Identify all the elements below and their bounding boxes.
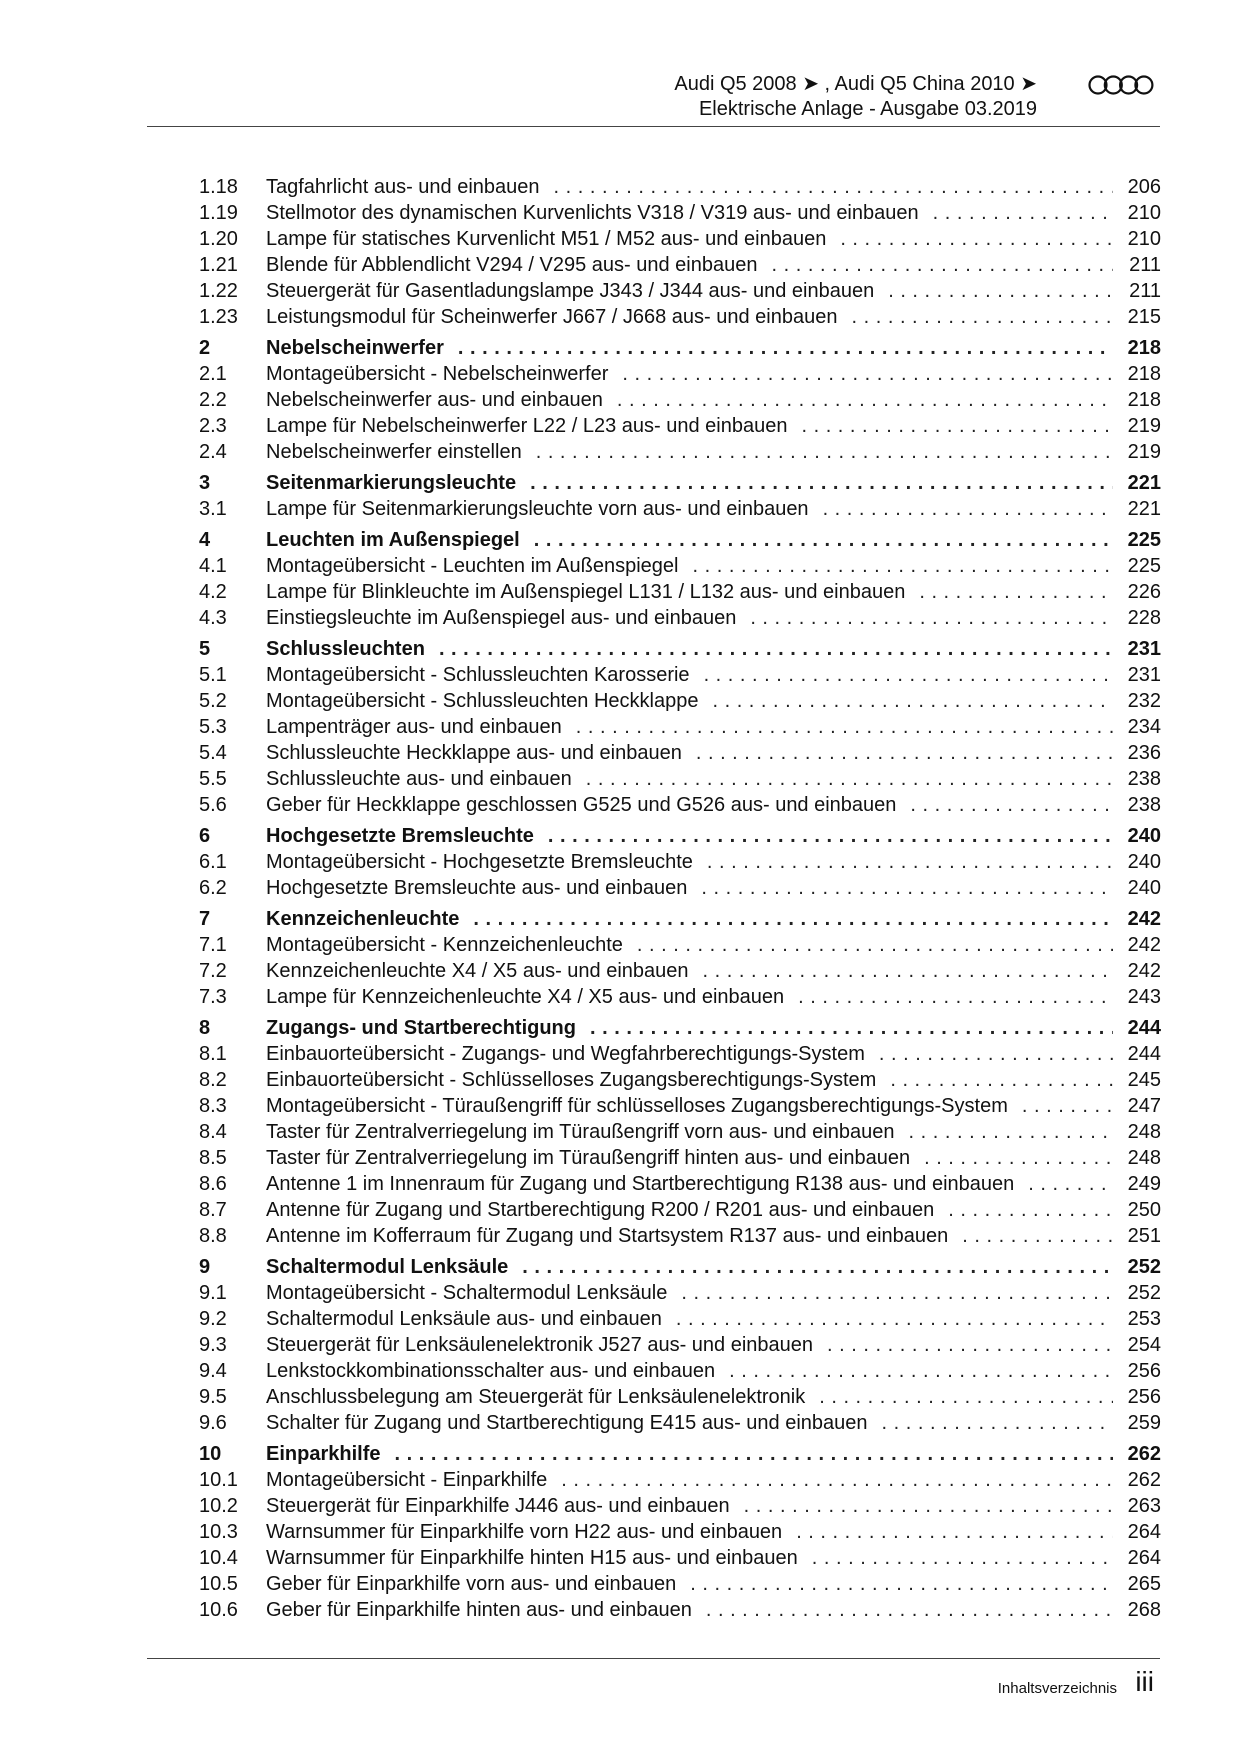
toc-entry-number: 5.2	[199, 690, 227, 712]
toc-entry-title: Lenkstockkombinationsschalter aus- und einbauen	[266, 1360, 716, 1382]
toc-entry-number: 1.22	[199, 280, 238, 302]
toc-entry-number: 6.2	[199, 877, 227, 899]
toc-entry-page: 218	[1127, 363, 1161, 385]
toc-dot-leader	[676, 1306, 1113, 1332]
toc-chapter-row[interactable]	[199, 1441, 1161, 1467]
toc-entry-title: Einbauorteübersicht - Schlüsselloses Zugangsberechtigungs-System	[266, 1069, 877, 1091]
toc-row[interactable]	[199, 875, 1161, 901]
toc-entry-number: 8.7	[199, 1199, 227, 1221]
footer-page-number: iii	[1135, 1666, 1154, 1697]
toc-row[interactable]	[199, 1093, 1161, 1119]
toc-dot-leader	[522, 1254, 1113, 1280]
toc-entry-title: Seitenmarkierungsleuchte	[266, 472, 517, 494]
toc-entry-page: 253	[1127, 1308, 1161, 1330]
toc-entry-title: Taster für Zentralverriegelung im Türaußengriff vorn aus- und einbauen	[266, 1121, 895, 1143]
toc-entry-title: Montageübersicht - Schaltermodul Lenksäule	[266, 1282, 668, 1304]
toc-row[interactable]	[199, 304, 1161, 330]
toc-row[interactable]	[199, 1358, 1161, 1384]
toc-entry-page: 244	[1127, 1017, 1161, 1039]
toc-entry-number: 6.1	[199, 851, 227, 873]
toc-entry-page: 252	[1127, 1282, 1161, 1304]
toc-entry-page: 249	[1127, 1173, 1161, 1195]
toc-dot-leader	[1022, 1093, 1113, 1119]
toc-entry-title: Steuergerät für Einparkhilfe J446 aus- und einbauen	[266, 1495, 730, 1517]
toc-entry-page: 248	[1127, 1147, 1161, 1169]
toc-dot-leader	[586, 766, 1113, 792]
toc-entry-page: 245	[1127, 1069, 1161, 1091]
toc-entry-title: Antenne im Kofferraum für Zugang und Startsystem R137 aus- und einbauen	[266, 1225, 949, 1247]
toc-entry-number: 6	[199, 825, 211, 847]
header-model-line: Audi Q5 2008 ➤ , Audi Q5 China 2010 ➤	[674, 73, 1037, 95]
toc-row[interactable]	[199, 1332, 1161, 1358]
toc-dot-leader	[576, 714, 1113, 740]
toc-entry-title: Schaltermodul Lenksäule aus- und einbauen	[266, 1308, 662, 1330]
toc-entry-number: 8	[199, 1017, 211, 1039]
toc-dot-leader	[879, 1041, 1113, 1067]
toc-chapter-row[interactable]	[199, 527, 1161, 553]
toc-entry-title: Montageübersicht - Nebelscheinwerfer	[266, 363, 609, 385]
toc-entry-page: 248	[1127, 1121, 1161, 1143]
toc-entry-page: 264	[1127, 1547, 1161, 1569]
toc-entry-title: Montageübersicht - Leuchten im Außenspiegel	[266, 555, 679, 577]
toc-row[interactable]	[199, 766, 1161, 792]
toc-entry-number: 3	[199, 472, 211, 494]
toc-entry-title: Zugangs- und Startberechtigung	[266, 1017, 576, 1039]
toc-entry-number: 8.6	[199, 1173, 227, 1195]
toc-dot-leader	[851, 304, 1113, 330]
toc-dot-leader	[703, 958, 1113, 984]
toc-entry-title: Kennzeichenleuchte X4 / X5 aus- und einbauen	[266, 960, 689, 982]
toc-entry-title: Montageübersicht - Schlussleuchten Karosserie	[266, 664, 690, 686]
toc-entry-page: 264	[1127, 1521, 1161, 1543]
toc-entry-title: Nebelscheinwerfer aus- und einbauen	[266, 389, 603, 411]
toc-entry-page: 265	[1127, 1573, 1161, 1595]
toc-entry-page: 240	[1127, 877, 1161, 899]
footer-section-label: Inhaltsverzeichnis	[997, 1680, 1117, 1697]
toc-dot-leader	[712, 688, 1113, 714]
toc-row[interactable]	[199, 714, 1161, 740]
toc-entry-title: Montageübersicht - Schlussleuchten Heckklappe	[266, 690, 699, 712]
toc-entry-title: Montageübersicht - Kennzeichenleuchte	[266, 934, 623, 956]
toc-entry-number: 2.4	[199, 441, 227, 463]
toc-dot-leader	[536, 439, 1113, 465]
toc-entry-title: Steuergerät für Gasentladungslampe J343 / J344 aus- und einbauen	[266, 280, 875, 302]
toc-entry-title: Montageübersicht - Einparkhilfe	[266, 1469, 548, 1491]
toc-row[interactable]	[199, 1197, 1161, 1223]
toc-row[interactable]	[199, 174, 1161, 200]
toc-entry-number: 7.3	[199, 986, 227, 1008]
toc-dot-leader	[888, 278, 1113, 304]
toc-entry-title: Kennzeichenleuchte	[266, 908, 460, 930]
toc-entry-number: 7	[199, 908, 211, 930]
toc-row[interactable]	[199, 1280, 1161, 1306]
toc-dot-leader	[924, 1145, 1113, 1171]
toc-entry-number: 1.20	[199, 228, 238, 250]
toc-entry-page: 210	[1127, 228, 1161, 250]
toc-entry-title: Schlussleuchte Heckklappe aus- und einbauen	[266, 742, 682, 764]
toc-entry-number: 8.2	[199, 1069, 227, 1091]
toc-row[interactable]	[199, 252, 1161, 278]
toc-entry-page: 211	[1129, 280, 1161, 302]
toc-dot-leader	[622, 361, 1113, 387]
toc-entry-page: 250	[1127, 1199, 1161, 1221]
toc-entry-title: Lampe für Kennzeichenleuchte X4 / X5 aus- und einbauen	[266, 986, 785, 1008]
toc-entry-title: Schaltermodul Lenksäule	[266, 1256, 509, 1278]
toc-dot-leader	[796, 1519, 1113, 1545]
toc-entry-title: Lampe für statisches Kurvenlicht M51 / M52 aus- und einbauen	[266, 228, 827, 250]
toc-dot-leader	[801, 413, 1113, 439]
toc-dot-leader	[827, 1332, 1113, 1358]
toc-row[interactable]	[199, 958, 1161, 984]
toc-row[interactable]	[199, 792, 1161, 818]
toc-dot-leader	[458, 335, 1113, 361]
toc-entry-page: 231	[1127, 638, 1161, 660]
toc-entry-page: 263	[1127, 1495, 1161, 1517]
toc-entry-title: Warnsummer für Einparkhilfe vorn H22 aus- und einbauen	[266, 1521, 783, 1543]
toc-dot-leader	[704, 662, 1113, 688]
toc-row[interactable]	[199, 662, 1161, 688]
toc-entry-page: 242	[1127, 960, 1161, 982]
toc-entry-page: 234	[1127, 716, 1161, 738]
toc-row[interactable]	[199, 553, 1161, 579]
toc-chapter-row[interactable]	[199, 1254, 1161, 1280]
toc-dot-leader	[706, 1597, 1113, 1623]
toc-entry-number: 10.1	[199, 1469, 238, 1491]
toc-chapter-row[interactable]	[199, 1015, 1161, 1041]
toc-entry-page: 262	[1127, 1469, 1161, 1491]
audi-rings-logo-icon	[1088, 74, 1154, 96]
toc-row[interactable]	[199, 688, 1161, 714]
toc-entry-title: Steuergerät für Lenksäulenelektronik J527 aus- und einbauen	[266, 1334, 814, 1356]
toc-row[interactable]	[199, 200, 1161, 226]
toc-entry-title: Lampe für Nebelscheinwerfer L22 / L23 aus- und einbauen	[266, 415, 788, 437]
toc-entry-page: 268	[1127, 1599, 1161, 1621]
toc-entry-number: 5.5	[199, 768, 227, 790]
toc-entry-page: 211	[1129, 254, 1161, 276]
toc-entry-page: 240	[1127, 825, 1161, 847]
toc-entry-title: Leistungsmodul für Scheinwerfer J667 / J668 aus- und einbauen	[266, 306, 838, 328]
toc-entry-page: 256	[1127, 1360, 1161, 1382]
toc-entry-page: 242	[1127, 908, 1161, 930]
toc-entry-page: 225	[1127, 555, 1161, 577]
toc-row[interactable]	[199, 496, 1161, 522]
toc-row[interactable]	[199, 1171, 1161, 1197]
toc-row[interactable]	[199, 1571, 1161, 1597]
toc-dot-leader	[812, 1545, 1113, 1571]
toc-row[interactable]	[199, 605, 1161, 631]
toc-entry-page: 259	[1127, 1412, 1161, 1434]
toc-row[interactable]	[199, 1410, 1161, 1436]
toc-entry-number: 10.4	[199, 1547, 238, 1569]
toc-dot-leader	[696, 740, 1113, 766]
toc-dot-leader	[890, 1067, 1113, 1093]
toc-entry-number: 7.1	[199, 934, 227, 956]
toc-dot-leader	[707, 849, 1113, 875]
toc-entry-number: 9.4	[199, 1360, 227, 1382]
toc-dot-leader	[439, 636, 1113, 662]
toc-chapter-row[interactable]	[199, 906, 1161, 932]
toc-entry-page: 221	[1127, 498, 1161, 520]
toc-entry-title: Schalter für Zugang und Startberechtigung E415 aus- und einbauen	[266, 1412, 868, 1434]
toc-entry-page: 252	[1127, 1256, 1161, 1278]
toc-row[interactable]	[199, 1119, 1161, 1145]
toc-entry-title: Nebelscheinwerfer	[266, 337, 444, 359]
toc-row[interactable]	[199, 1519, 1161, 1545]
toc-row[interactable]	[199, 1041, 1161, 1067]
toc-row[interactable]	[199, 413, 1161, 439]
toc-entry-page: 219	[1127, 441, 1161, 463]
toc-row[interactable]	[199, 1145, 1161, 1171]
toc-dot-leader	[561, 1467, 1113, 1493]
toc-entry-page: 254	[1127, 1334, 1161, 1356]
toc-entry-number: 1.18	[199, 176, 238, 198]
toc-entry-number: 9.5	[199, 1386, 227, 1408]
toc-chapter-row[interactable]	[199, 636, 1161, 662]
toc-dot-leader	[701, 875, 1113, 901]
toc-entry-number: 10.6	[199, 1599, 238, 1621]
toc-row[interactable]	[199, 1545, 1161, 1571]
toc-row[interactable]	[199, 439, 1161, 465]
toc-entry-number: 9.2	[199, 1308, 227, 1330]
toc-entry-page: 226	[1127, 581, 1161, 603]
toc-entry-title: Einstiegsleuchte im Außenspiegel aus- und einbauen	[266, 607, 737, 629]
toc-entry-page: 232	[1127, 690, 1161, 712]
toc-entry-page: 243	[1127, 986, 1161, 1008]
toc-dot-leader	[909, 1119, 1114, 1145]
toc-entry-number: 1.23	[199, 306, 238, 328]
toc-dot-leader	[933, 200, 1113, 226]
toc-entry-title: Antenne für Zugang und Startberechtigung R200 / R201 aus- und einbauen	[266, 1199, 935, 1221]
toc-dot-leader	[637, 932, 1113, 958]
toc-entry-title: Lampe für Blinkleuchte im Außenspiegel L131 / L132 aus- und einbauen	[266, 581, 906, 603]
toc-row[interactable]	[199, 1223, 1161, 1249]
toc-entry-number: 8.5	[199, 1147, 227, 1169]
toc-dot-leader	[554, 174, 1113, 200]
toc-entry-number: 9.3	[199, 1334, 227, 1356]
toc-entry-number: 4.1	[199, 555, 227, 577]
toc-row[interactable]	[199, 1384, 1161, 1410]
toc-row[interactable]	[199, 984, 1161, 1010]
toc-entry-title: Anschlussbelegung am Steuergerät für Lenksäulenelektronik	[266, 1386, 806, 1408]
toc-entry-number: 10.2	[199, 1495, 238, 1517]
toc-entry-number: 8.3	[199, 1095, 227, 1117]
toc-entry-title: Warnsummer für Einparkhilfe hinten H15 aus- und einbauen	[266, 1547, 798, 1569]
toc-dot-leader	[394, 1441, 1113, 1467]
toc-entry-number: 9	[199, 1256, 211, 1278]
toc-entry-page: 256	[1127, 1386, 1161, 1408]
toc-dot-leader	[534, 527, 1113, 553]
toc-entry-title: Stellmotor des dynamischen Kurvenlichts V318 / V319 aus- und einbauen	[266, 202, 919, 224]
toc-entry-number: 5.1	[199, 664, 227, 686]
toc-dot-leader	[530, 470, 1113, 496]
toc-entry-page: 218	[1127, 337, 1161, 359]
toc-row[interactable]	[199, 740, 1161, 766]
toc-entry-title: Leuchten im Außenspiegel	[266, 529, 520, 551]
toc-entry-page: 218	[1127, 389, 1161, 411]
toc-entry-title: Lampenträger aus- und einbauen	[266, 716, 562, 738]
toc-entry-title: Montageübersicht - Hochgesetzte Bremsleuchte	[266, 851, 693, 873]
toc-entry-number: 10.3	[199, 1521, 238, 1543]
toc-entry-page: 210	[1127, 202, 1161, 224]
toc-dot-leader	[819, 1384, 1113, 1410]
toc-entry-page: 236	[1127, 742, 1161, 764]
toc-dot-leader	[919, 579, 1113, 605]
toc-entry-title: Einparkhilfe	[266, 1443, 381, 1465]
toc-entry-page: 247	[1127, 1095, 1161, 1117]
toc-dot-leader	[473, 906, 1113, 932]
toc-entry-page: 242	[1127, 934, 1161, 956]
toc-entry-title: Blende für Abblendlicht V294 / V295 aus- und einbauen	[266, 254, 758, 276]
toc-dot-leader	[690, 1571, 1113, 1597]
document-header	[674, 72, 1037, 122]
toc-row[interactable]	[199, 1306, 1161, 1332]
toc-dot-leader	[798, 984, 1113, 1010]
toc-dot-leader	[729, 1358, 1113, 1384]
toc-entry-title: Antenne 1 im Innenraum für Zugang und Startberechtigung R138 aus- und einbauen	[266, 1173, 1015, 1195]
toc-row[interactable]	[199, 387, 1161, 413]
toc-dot-leader	[910, 792, 1113, 818]
toc-entry-number: 10.5	[199, 1573, 238, 1595]
toc-entry-page: 231	[1127, 664, 1161, 686]
toc-entry-number: 5.3	[199, 716, 227, 738]
toc-entry-page: 225	[1127, 529, 1161, 551]
toc-entry-title: Montageübersicht - Türaußengriff für schlüsselloses Zugangsberechtigungs-System	[266, 1095, 1008, 1117]
toc-entry-number: 4	[199, 529, 211, 551]
toc-row[interactable]	[199, 1493, 1161, 1519]
toc-dot-leader	[617, 387, 1113, 413]
toc-entry-page: 251	[1127, 1225, 1161, 1247]
toc-entry-number: 5	[199, 638, 211, 660]
toc-entry-number: 5.4	[199, 742, 227, 764]
toc-entry-title: Lampe für Seitenmarkierungsleuchte vorn aus- und einbauen	[266, 498, 809, 520]
toc-entry-number: 7.2	[199, 960, 227, 982]
toc-dot-leader	[823, 496, 1113, 522]
toc-entry-number: 2.1	[199, 363, 227, 385]
toc-dot-leader	[590, 1015, 1113, 1041]
toc-entry-number: 4.2	[199, 581, 227, 603]
toc-entry-title: Nebelscheinwerfer einstellen	[266, 441, 522, 463]
toc-row[interactable]	[199, 1597, 1161, 1623]
toc-row[interactable]	[199, 1467, 1161, 1493]
toc-entry-page: 215	[1127, 306, 1161, 328]
toc-entry-number: 2.3	[199, 415, 227, 437]
toc-entry-page: 228	[1127, 607, 1161, 629]
toc-entry-title: Einbauorteübersicht - Zugangs- und Wegfahrberechtigungs-System	[266, 1043, 865, 1065]
toc-entry-number: 2.2	[199, 389, 227, 411]
toc-row[interactable]	[199, 579, 1161, 605]
toc-dot-leader	[840, 226, 1113, 252]
toc-dot-leader	[948, 1197, 1113, 1223]
toc-dot-leader	[692, 553, 1113, 579]
toc-dot-leader	[882, 1410, 1113, 1436]
toc-entry-title: Schlussleuchten	[266, 638, 425, 660]
toc-chapter-row[interactable]	[199, 470, 1161, 496]
toc-entry-number: 8.8	[199, 1225, 227, 1247]
toc-row[interactable]	[199, 361, 1161, 387]
toc-entry-title: Geber für Heckklappe geschlossen G525 und G526 aus- und einbauen	[266, 794, 897, 816]
toc-entry-title: Tagfahrlicht aus- und einbauen	[266, 176, 540, 198]
toc-dot-leader	[744, 1493, 1113, 1519]
toc-entry-page: 206	[1127, 176, 1161, 198]
toc-row[interactable]	[199, 1067, 1161, 1093]
toc-entry-title: Schlussleuchte aus- und einbauen	[266, 768, 572, 790]
toc-entry-page: 219	[1127, 415, 1161, 437]
toc-entry-page: 221	[1127, 472, 1161, 494]
header-divider	[147, 126, 1160, 127]
toc-dot-leader	[681, 1280, 1113, 1306]
toc-entry-title: Hochgesetzte Bremsleuchte	[266, 825, 534, 847]
toc-entry-page: 238	[1127, 768, 1161, 790]
toc-entry-page: 262	[1127, 1443, 1161, 1465]
header-edition-line: Elektrische Anlage - Ausgabe 03.2019	[698, 98, 1037, 120]
toc-row[interactable]	[199, 226, 1161, 252]
toc-entry-number: 1.21	[199, 254, 238, 276]
toc-chapter-row[interactable]	[199, 823, 1161, 849]
toc-entry-title: Geber für Einparkhilfe hinten aus- und einbauen	[266, 1599, 692, 1621]
toc-entry-number: 8.4	[199, 1121, 227, 1143]
footer-divider	[147, 1658, 1160, 1659]
toc-entry-number: 9.6	[199, 1412, 227, 1434]
toc-row[interactable]	[199, 932, 1161, 958]
toc-entry-title: Geber für Einparkhilfe vorn aus- und einbauen	[266, 1573, 677, 1595]
toc-entry-number: 10	[199, 1443, 222, 1465]
toc-entry-number: 4.3	[199, 607, 227, 629]
toc-dot-leader	[750, 605, 1113, 631]
toc-entry-title: Hochgesetzte Bremsleuchte aus- und einbauen	[266, 877, 688, 899]
toc-chapter-row[interactable]	[199, 335, 1161, 361]
toc-dot-leader	[771, 252, 1113, 278]
toc-entry-page: 240	[1127, 851, 1161, 873]
toc-entry-number: 3.1	[199, 498, 227, 520]
toc-row[interactable]	[199, 278, 1161, 304]
table-of-contents	[199, 174, 1161, 1623]
toc-entry-number: 9.1	[199, 1282, 227, 1304]
toc-dot-leader	[548, 823, 1113, 849]
toc-entry-page: 238	[1127, 794, 1161, 816]
toc-entry-number: 2	[199, 337, 211, 359]
toc-entry-title: Taster für Zentralverriegelung im Türaußengriff hinten aus- und einbauen	[266, 1147, 911, 1169]
toc-dot-leader	[962, 1223, 1113, 1249]
toc-row[interactable]	[199, 849, 1161, 875]
toc-entry-number: 8.1	[199, 1043, 227, 1065]
toc-dot-leader	[1028, 1171, 1113, 1197]
toc-entry-number: 5.6	[199, 794, 227, 816]
toc-entry-number: 1.19	[199, 202, 238, 224]
toc-entry-page: 244	[1127, 1043, 1161, 1065]
